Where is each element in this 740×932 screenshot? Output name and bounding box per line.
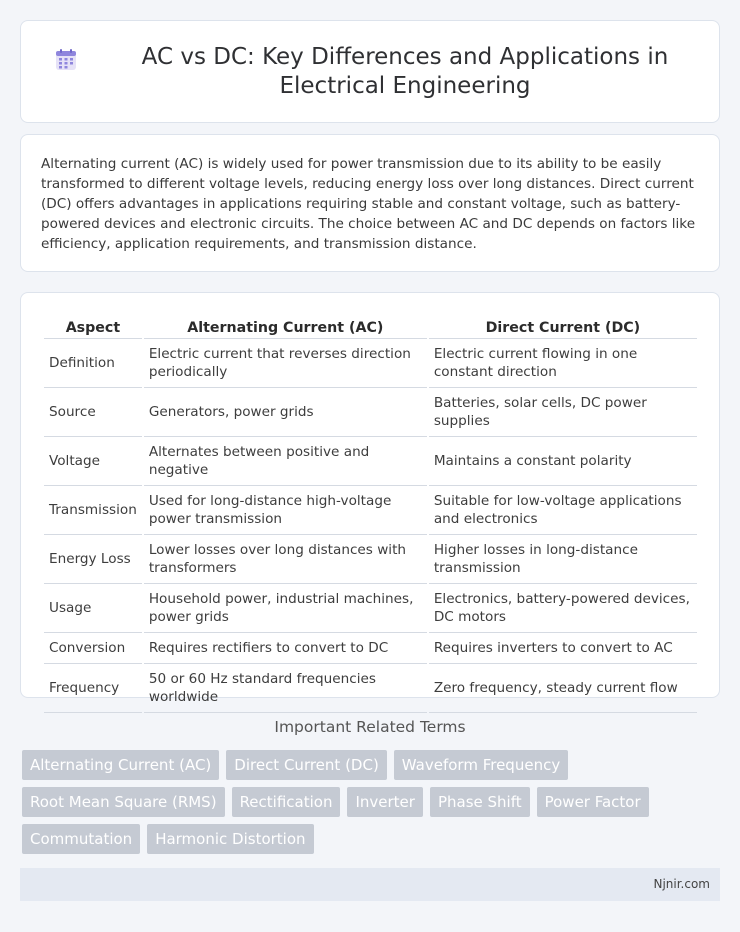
table-row — [44, 388, 697, 437]
table-row — [44, 535, 697, 584]
table-row — [44, 437, 697, 486]
related-term-tag[interactable]: Alternating Current (AC) — [22, 750, 219, 780]
intro-paragraph: Alternating current (AC) is widely used for power transmission due to its ability to be easily transformed to different voltage levels, reducing energy loss over long distances. Direct current (DC) offers advantages in applications requiring stable and constant voltage, such as battery-powered devices and electronic circuits. The choice between AC and DC depends on factors like efficiency, application requirements, and transmission distance. — [41, 156, 696, 252]
header-ac: Alternating Current (AC) — [144, 313, 427, 339]
cell-aspect: Voltage — [44, 437, 142, 486]
table-header-row — [44, 313, 697, 339]
cell-ac: Electric current that reverses direction periodically — [144, 339, 427, 388]
comparison-table — [42, 313, 699, 713]
cell-aspect: Definition — [44, 339, 142, 388]
cell-ac: Requires rectifiers to convert to DC — [144, 633, 427, 664]
cell-ac: Generators, power grids — [144, 388, 427, 437]
related-term-tag[interactable]: Commutation — [22, 824, 140, 854]
table-row — [44, 664, 697, 713]
cell-dc: Batteries, solar cells, DC power supplies — [429, 388, 697, 437]
header-dc: Direct Current (DC) — [429, 313, 697, 339]
related-term-tag[interactable]: Power Factor — [537, 787, 649, 817]
footer — [20, 868, 720, 901]
cell-ac: Lower losses over long distances with transformers — [144, 535, 427, 584]
cell-dc: Maintains a constant polarity — [429, 437, 697, 486]
cell-dc: Electronics, battery-powered devices, DC motors — [429, 584, 697, 633]
comparison-table-card — [20, 292, 720, 705]
cell-ac: Alternates between positive and negative — [144, 437, 427, 486]
related-term-tag[interactable]: Rectification — [232, 787, 341, 817]
title-card — [20, 20, 720, 123]
related-terms-list — [22, 750, 712, 854]
table-row — [44, 339, 697, 388]
intro-card — [20, 134, 720, 272]
cell-ac: Used for long-distance high-voltage power transmission — [144, 486, 427, 535]
related-terms-title: Important Related Terms — [274, 718, 466, 736]
related-term-tag[interactable]: Inverter — [347, 787, 422, 817]
cell-aspect: Conversion — [44, 633, 142, 664]
related-term-tag[interactable]: Harmonic Distortion — [147, 824, 313, 854]
cell-ac: 50 or 60 Hz standard frequencies worldwide — [144, 664, 427, 713]
related-term-tag[interactable]: Phase Shift — [430, 787, 530, 817]
cell-dc: Suitable for low-voltage applications and electronics — [429, 486, 697, 535]
related-term-tag[interactable]: Root Mean Square (RMS) — [22, 787, 225, 817]
related-term-tag[interactable]: Waveform Frequency — [394, 750, 568, 780]
cell-dc: Electric current flowing in one constant direction — [429, 339, 697, 388]
header-aspect: Aspect — [44, 313, 142, 339]
table-row — [44, 584, 697, 633]
related-term-tag[interactable]: Direct Current (DC) — [226, 750, 387, 780]
cell-aspect: Usage — [44, 584, 142, 633]
cell-ac: Household power, industrial machines, power grids — [144, 584, 427, 633]
cell-aspect: Frequency — [44, 664, 142, 713]
cell-dc: Requires inverters to convert to AC — [429, 633, 697, 664]
table-row — [44, 633, 697, 664]
cell-aspect: Source — [44, 388, 142, 437]
cell-aspect: Energy Loss — [44, 535, 142, 584]
table-row — [44, 486, 697, 535]
cell-aspect: Transmission — [44, 486, 142, 535]
page-title: AC vs DC: Key Differences and Applications in Electrical Engineering — [141, 44, 669, 99]
cell-dc: Zero frequency, steady current flow — [429, 664, 697, 713]
cell-dc: Higher losses in long-distance transmission — [429, 535, 697, 584]
footer-site-link[interactable]: Njnir.com — [653, 877, 710, 891]
